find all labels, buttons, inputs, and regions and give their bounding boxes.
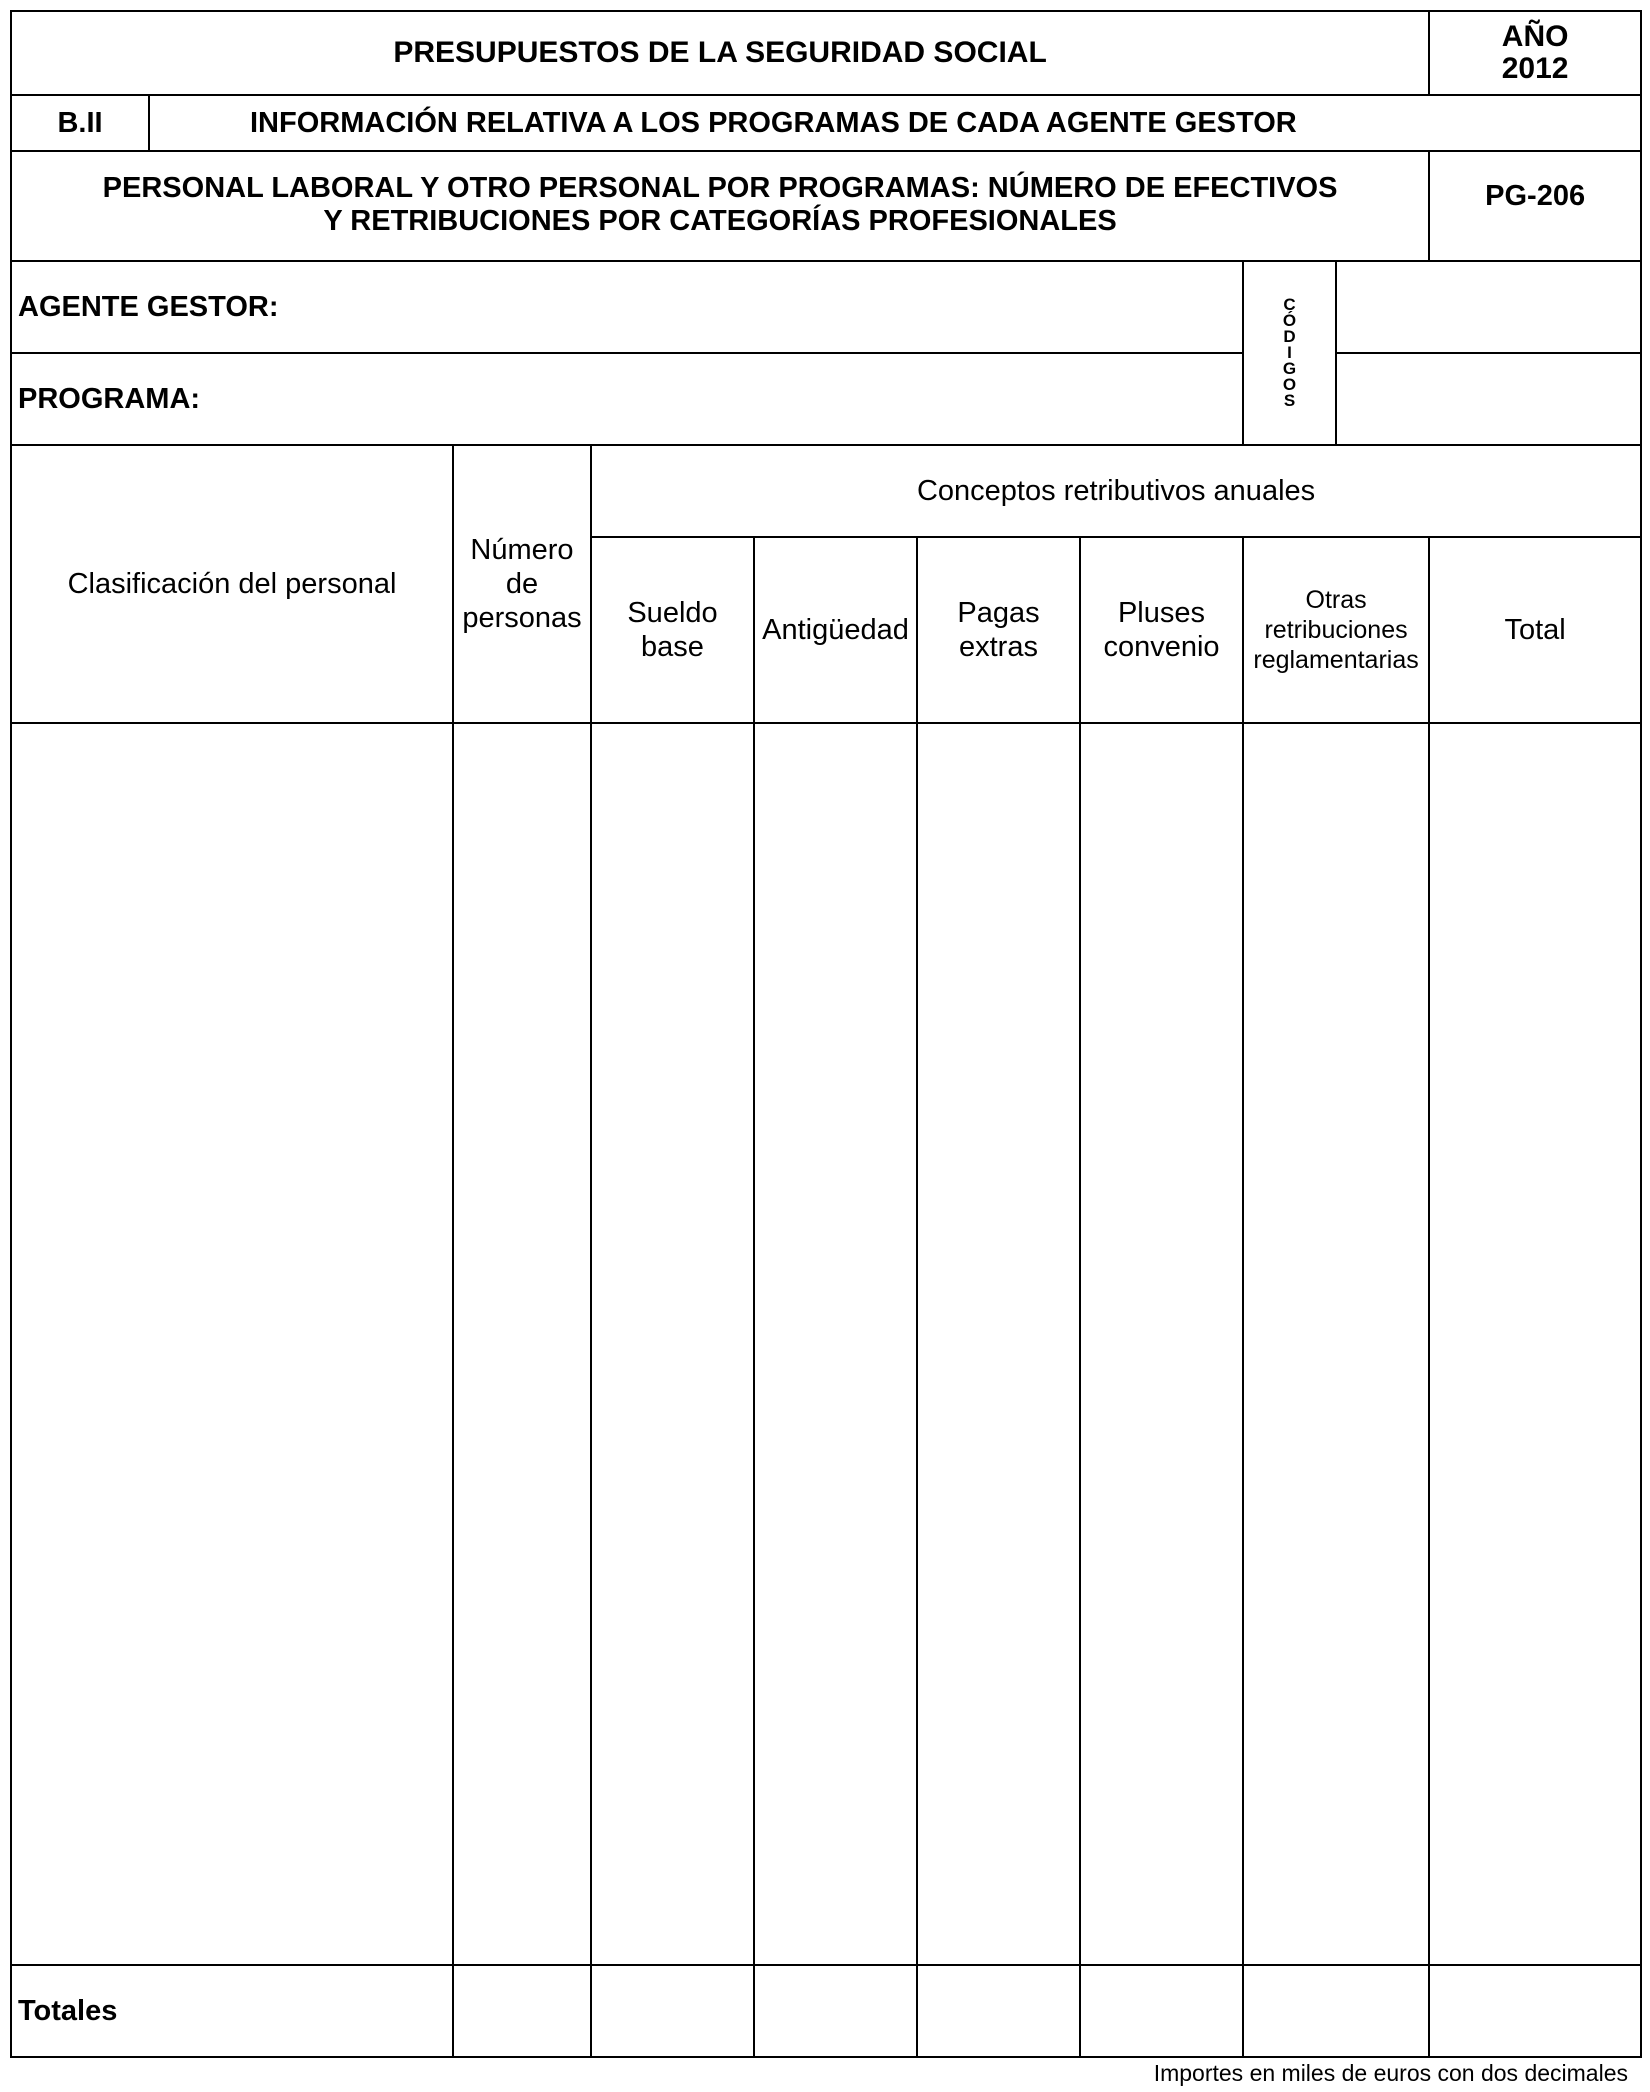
col-numero-line: Número xyxy=(470,534,574,566)
form-code: PG-206 xyxy=(1429,151,1641,261)
col-total: Total xyxy=(1429,537,1641,723)
codigos-letter: D xyxy=(1283,327,1296,346)
data-body-row xyxy=(11,723,1641,1965)
agente-gestor-label: AGENTE GESTOR: xyxy=(11,261,1243,353)
body-pluses-cell[interactable] xyxy=(1080,723,1243,1965)
codigos-letter: S xyxy=(1283,391,1296,410)
col-pluses-convenio xyxy=(1080,537,1243,723)
col-otras-line: Otras xyxy=(1305,586,1367,614)
budget-form xyxy=(10,10,1640,2058)
totals-row xyxy=(11,1965,1641,2057)
footer-note: Importes en miles de euros con dos decimales xyxy=(1153,2060,1628,2086)
codigos-letter: Ó xyxy=(1282,311,1297,330)
programa-label: PROGRAMA: xyxy=(11,353,1243,445)
col-clasificacion: Clasificación del personal xyxy=(11,445,453,723)
col-numero-line: de xyxy=(505,568,539,600)
body-clasificacion-cell[interactable] xyxy=(11,723,453,1965)
totals-numero-cell[interactable] xyxy=(453,1965,591,2057)
col-pagas-extras xyxy=(917,537,1080,723)
totals-pluses-cell[interactable] xyxy=(1080,1965,1243,2057)
year-value: 2012 xyxy=(1501,52,1569,85)
codigos-letter: I xyxy=(1287,343,1292,362)
form-title-line1: PERSONAL LABORAL Y OTRO PERSONAL POR PROGRAMAS: NÚMERO DE EFECTIVOS xyxy=(102,172,1338,204)
body-sueldo-cell[interactable] xyxy=(591,723,754,1965)
codigos-letter: C xyxy=(1283,295,1296,314)
col-otras-line: reglamentarias xyxy=(1253,646,1419,674)
col-sueldo-base xyxy=(591,537,754,723)
year-label: AÑO xyxy=(1501,20,1569,53)
totals-pagas-cell[interactable] xyxy=(917,1965,1080,2057)
body-numero-cell[interactable] xyxy=(453,723,591,1965)
col-otras-line: retribuciones xyxy=(1264,616,1408,644)
col-group-conceptos: Conceptos retributivos anuales xyxy=(591,445,1641,537)
section-code: B.II xyxy=(11,95,149,151)
codigos-letter: O xyxy=(1282,375,1297,394)
col-numero-line: personas xyxy=(462,602,582,634)
form-title xyxy=(11,151,1429,261)
col-sueldo-line: Sueldo xyxy=(627,597,718,629)
body-antiguedad-cell[interactable] xyxy=(754,723,917,1965)
codigos-letter: G xyxy=(1282,359,1297,378)
totals-total-cell[interactable] xyxy=(1429,1965,1641,2057)
totals-sueldo-cell[interactable] xyxy=(591,1965,754,2057)
section-title: INFORMACIÓN RELATIVA A LOS PROGRAMAS DE CADA AGENTE GESTOR xyxy=(149,95,1429,151)
totals-antiguedad-cell[interactable] xyxy=(754,1965,917,2057)
form-title-line2: Y RETRIBUCIONES POR CATEGORÍAS PROFESIONALES xyxy=(323,205,1117,237)
totals-otras-cell[interactable] xyxy=(1243,1965,1429,2057)
col-pluses-line: Pluses xyxy=(1117,597,1206,629)
col-otras-retribuciones xyxy=(1243,537,1429,723)
body-otras-cell[interactable] xyxy=(1243,723,1429,1965)
col-pagas-line: Pagas xyxy=(957,597,1040,629)
col-pluses-line: convenio xyxy=(1103,631,1220,663)
agente-gestor-code-field[interactable] xyxy=(1336,261,1641,353)
year-cell xyxy=(1429,11,1641,95)
col-sueldo-line: base xyxy=(641,631,704,663)
col-pagas-line: extras xyxy=(959,631,1038,663)
programa-code-field[interactable] xyxy=(1336,353,1641,445)
form-table xyxy=(10,10,1642,2058)
section-title-spacer xyxy=(1429,95,1641,151)
page-title: PRESUPUESTOS DE LA SEGURIDAD SOCIAL xyxy=(11,11,1429,95)
totals-label: Totales xyxy=(11,1965,453,2057)
body-pagas-cell[interactable] xyxy=(917,723,1080,1965)
codigos-vertical-label xyxy=(1243,261,1336,445)
body-total-cell[interactable] xyxy=(1429,723,1641,1965)
col-antiguedad: Antigüedad xyxy=(754,537,917,723)
col-numero-personas xyxy=(453,445,591,723)
